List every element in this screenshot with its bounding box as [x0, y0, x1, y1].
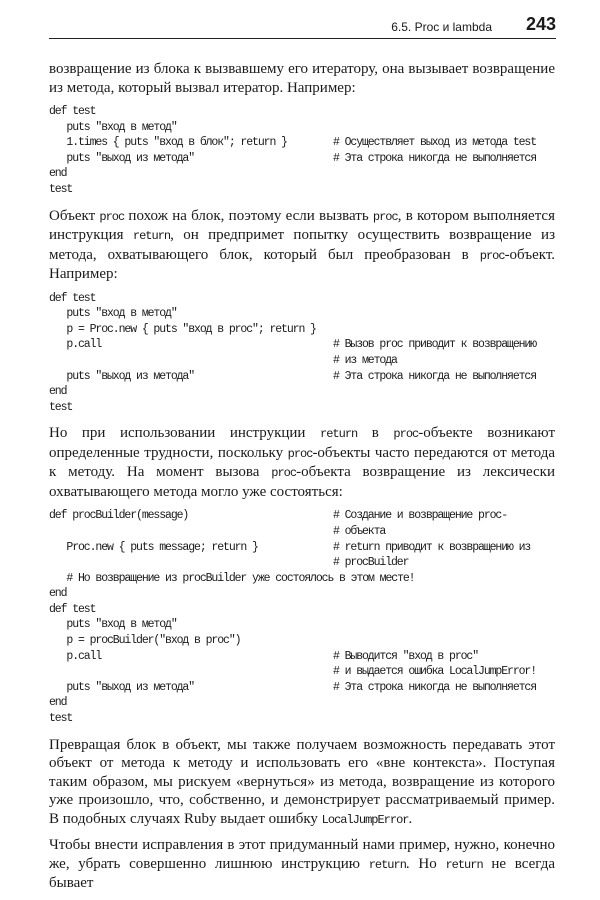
inline-code: proc [287, 446, 313, 461]
code-line [49, 353, 555, 369]
section-title: 6.5. Proc и lambda [391, 20, 492, 34]
code-text: 1.times { puts "вход в блок"; return } [49, 136, 287, 150]
code-text [49, 353, 333, 369]
paragraph [49, 424, 555, 501]
code-text: p.call [49, 649, 102, 663]
code-line [49, 322, 555, 338]
code-comment: # Создание и возвращение proc- [333, 509, 508, 523]
code-comment: # из метода [333, 353, 397, 367]
code-listing [49, 508, 555, 726]
inline-code: proc [271, 466, 297, 481]
code-text [49, 664, 333, 680]
text-run: -объект. Например: [49, 246, 555, 283]
text-run: Чтобы внести исправления в этот придуманный нами пример, нужно, конечно же, убрать совершенно лишнюю инструкцию [49, 837, 555, 872]
page-body [49, 60, 555, 900]
code-comment: # и выдается ошибка LocalJumpError! [333, 665, 537, 679]
text-run: -объекта возвращение из лексически охватывающего метода могло уже состояться: [49, 464, 555, 500]
code-text: end [49, 696, 67, 710]
text-run: -объекте возникают определенные трудности, поскольку [49, 425, 555, 461]
code-text: end [49, 167, 67, 181]
code-line [49, 291, 555, 307]
code-comment: # Эта строка никогда не выполняется [333, 151, 537, 165]
code-text: end [49, 587, 67, 601]
inline-code: proc [479, 248, 505, 263]
paragraph [49, 836, 555, 893]
code-text: puts "вход в метод" [49, 307, 177, 321]
text-run: , он предпримет попытку осуществить возвращение из метода, охватывающего блок, который был преобразован в [49, 227, 555, 263]
page-number: 243 [525, 14, 556, 34]
code-text: puts "выход из метода" [49, 680, 195, 694]
text-run: , в котором выполняется инструкция [49, 207, 555, 244]
code-text: # Но возвращение из procBuilder уже состоялось в этом месте! [49, 571, 415, 585]
inline-code: proc [393, 427, 419, 442]
code-text: p.call [49, 338, 102, 352]
code-line [49, 571, 555, 587]
text-run: Но при использовании инструкции [49, 425, 321, 442]
inline-code: return [368, 857, 406, 872]
code-comment: # Выводится "вход в proc" [333, 649, 479, 663]
code-line [49, 617, 555, 633]
paragraph [49, 60, 555, 97]
code-text: def test [49, 291, 96, 305]
code-text: test [49, 182, 73, 196]
code-text: puts "выход из метода" [49, 151, 195, 165]
code-line [49, 633, 555, 649]
code-text: p = Proc.new { puts "вход в proc"; return } [49, 322, 316, 336]
text-run: . [408, 810, 413, 827]
code-line [49, 166, 555, 182]
code-line [49, 182, 555, 198]
code-comment: # procBuilder [333, 556, 409, 570]
code-line [49, 104, 555, 120]
text-run: возвращение из блока к вызвавшему его итератору, она вызывает возвращение из метода, который вызвал итератор. Например: [49, 61, 555, 96]
running-header [49, 14, 556, 39]
code-listing [49, 291, 555, 416]
code-comment: # объекта [333, 524, 386, 538]
text-run: не всегда бывает [49, 855, 555, 892]
code-line [49, 649, 555, 665]
code-text: p = procBuilder("вход в proc") [49, 634, 241, 648]
inline-code: return [132, 229, 171, 244]
code-comment: # Вызов proc приводит к возвращению [333, 338, 537, 352]
code-line [49, 306, 555, 322]
code-line [49, 555, 555, 571]
code-text: test [49, 400, 73, 414]
inline-code: proc [372, 209, 398, 224]
code-line [49, 664, 555, 680]
code-text: def procBuilder(message) [49, 509, 189, 523]
text-run: Превращая блок в объект, мы также получаем возможность передавать этот объект от метода к методу и использовать его «вне контекста». Поступая таким образом, мы рискуем «вернуться» из метода, возвращение из которого уже произошло, что, собственно, и демонстрирует рассматриваемый пример. В подобных случаях Ruby выдает ошибку [49, 736, 555, 827]
code-line [49, 695, 555, 711]
code-line [49, 711, 555, 727]
code-listing [49, 104, 555, 198]
text-run: Объект [49, 207, 100, 224]
code-text: def test [49, 105, 96, 118]
code-line [49, 508, 555, 524]
code-text: puts "вход в метод" [49, 120, 177, 134]
text-run: похож на блок, поэтому если вызвать [124, 207, 373, 224]
text-run: в [357, 425, 394, 442]
code-comment: # Эта строка никогда не выполняется [333, 680, 537, 694]
inline-code: proc [99, 209, 125, 224]
paragraph [49, 736, 555, 830]
code-line [49, 586, 555, 602]
code-line [49, 151, 555, 167]
code-line [49, 120, 555, 136]
text-run: -объекты часто передаются от метода к методу. На момент вызова [49, 444, 555, 481]
code-line [49, 384, 555, 400]
code-comment: # Эта строка никогда не выполняется [333, 369, 537, 383]
code-text: Proc.new { puts message; return } [49, 540, 258, 554]
code-line [49, 540, 555, 556]
code-line [49, 680, 555, 696]
code-text: test [49, 712, 73, 726]
code-line [49, 400, 555, 416]
code-line [49, 602, 555, 618]
inline-code: return [320, 427, 358, 442]
text-run: . Но [405, 855, 446, 872]
code-text: puts "вход в метод" [49, 618, 177, 632]
code-comment: # return приводит к возвращению из [333, 540, 531, 554]
paragraph [49, 207, 555, 284]
code-text: end [49, 385, 67, 399]
code-line [49, 337, 555, 353]
inline-code: LocalJumpError [321, 812, 409, 827]
code-line [49, 524, 555, 540]
code-text [49, 524, 333, 540]
code-text [49, 555, 333, 571]
code-text: def test [49, 602, 96, 616]
code-line [49, 135, 555, 151]
code-comment: # Осуществляет выход из метода test [333, 136, 537, 150]
code-text: puts "выход из метода" [49, 369, 195, 383]
inline-code: return [445, 857, 483, 872]
code-line [49, 369, 555, 385]
